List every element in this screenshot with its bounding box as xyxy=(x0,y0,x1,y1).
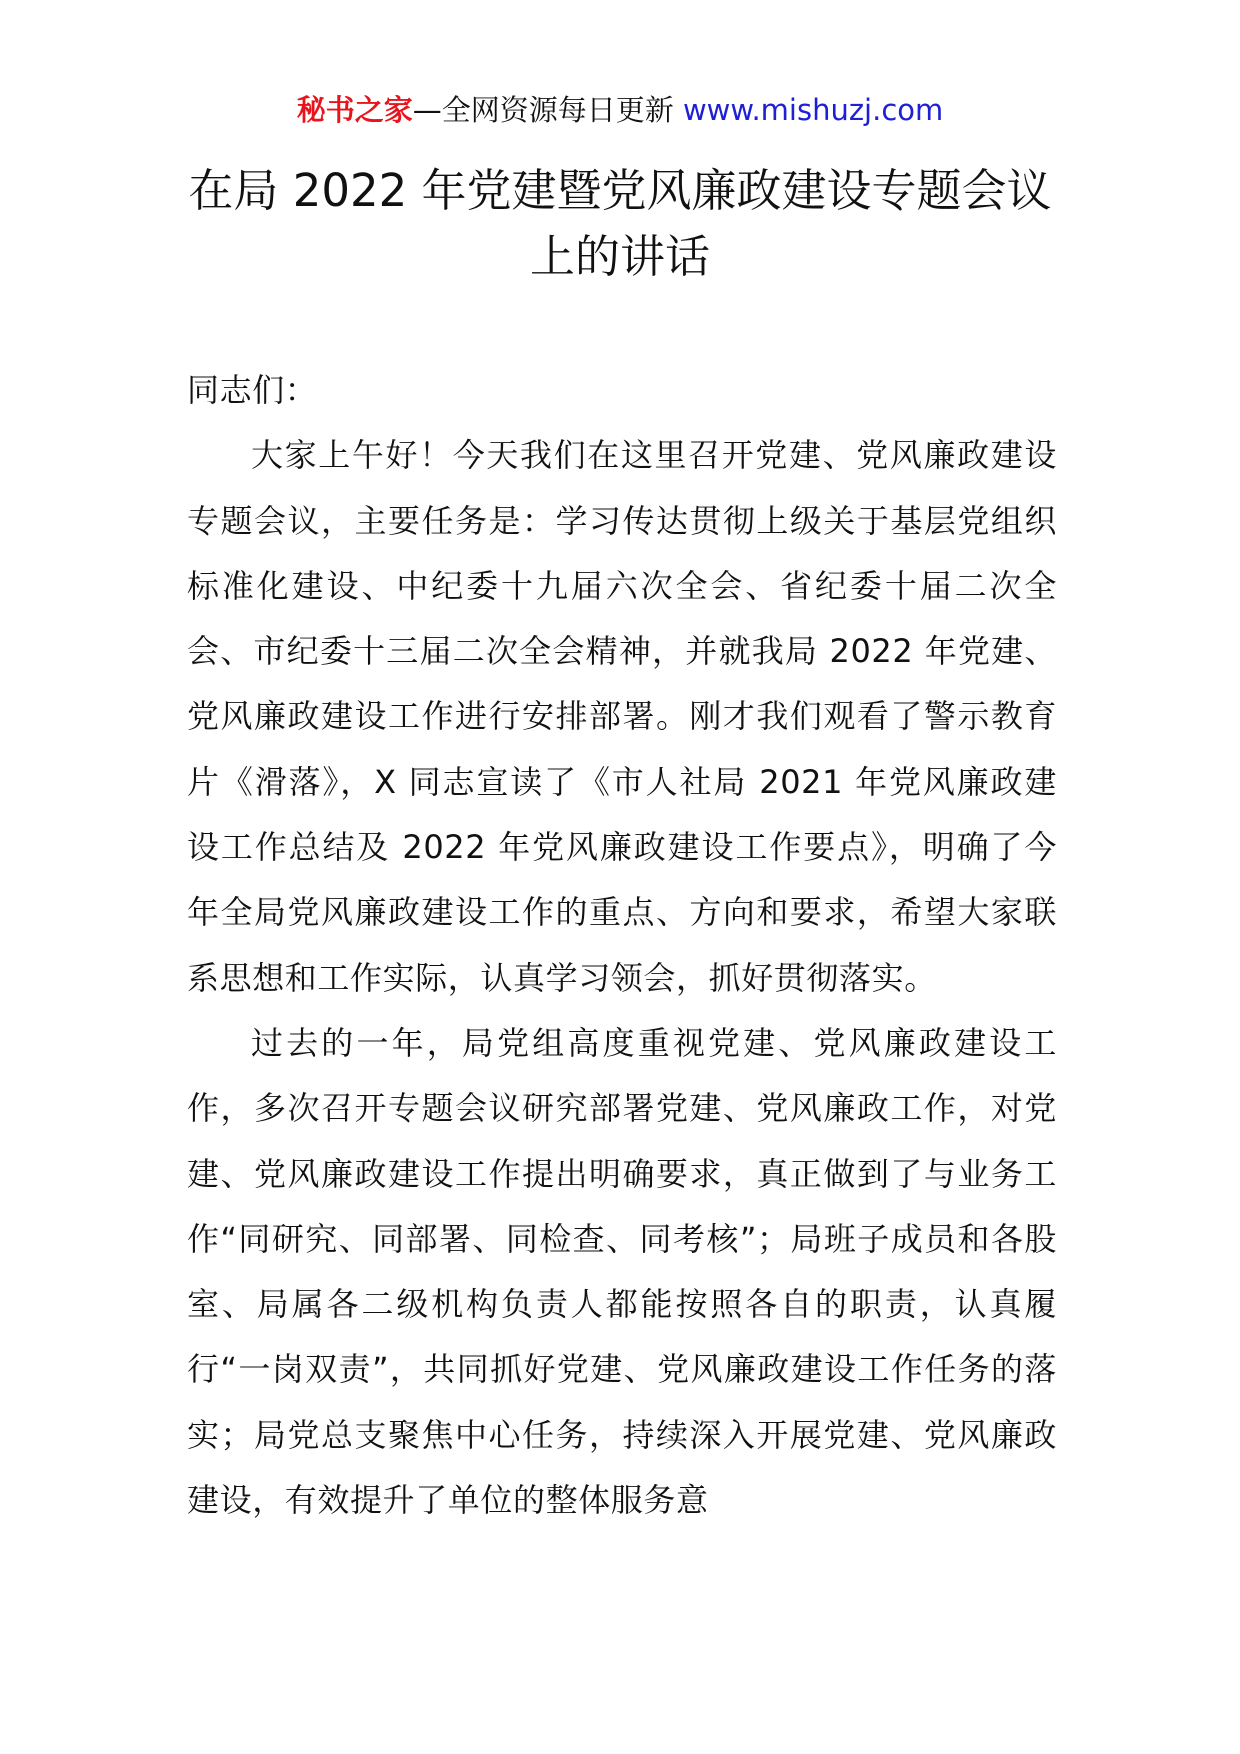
banner-tagline: —全网资源每日更新 xyxy=(412,93,674,127)
document-title xyxy=(0,158,1240,290)
salutation: 同志们： xyxy=(187,371,318,409)
site-banner xyxy=(0,90,1240,130)
site-url-link[interactable]: www.mishuzj.com xyxy=(682,93,944,127)
title-line-2: 上的讲话 xyxy=(529,230,710,283)
brand-name: 秘书之家 xyxy=(296,93,413,127)
paragraph-1: 大家上午好！今天我们在这里召开党建、党风廉政建设专题会议，主要任务是：学习传达贯彻上级关于基层党组织标准化建设、中纪委十九届六次全会、省纪委十届二次全会、市纪委十三届二次全会精神，并就我局 2022 年党建、党风廉政建设工作进行安排部署。刚才我们观看了警示教育片《滑落》，X 同志宣读了《市人社局 2021 年党风廉政建设工作总结及 2022 年党风廉政建设工作要点》，明确了今年全局党风廉政建设工作的重点、方向和要求，希望大家联系思想和工作实际，认真学习领会，抓好贯彻落实。 xyxy=(187,436,1057,997)
paragraph-2: 过去的一年，局党组高度重视党建、党风廉政建设工作，多次召开专题会议研究部署党建、党风廉政工作，对党建、党风廉政建设工作提出明确要求，真正做到了与业务工作“同研究、同部署、同检查、同考核”；局班子成员和各股室、局属各二级机构负责人都能按照各自的职责，认真履行“一岗双责”，共同抓好党建、党风廉政建设工作任务的落实；局党总支聚焦中心任务，持续深入开展党建、党风廉政建设，有效提升了单位的整体服务意 xyxy=(187,1023,1057,1520)
document-body xyxy=(187,358,1057,1533)
title-line-1: 在局 2022 年党建暨党风廉政建设专题会议 xyxy=(188,164,1052,217)
